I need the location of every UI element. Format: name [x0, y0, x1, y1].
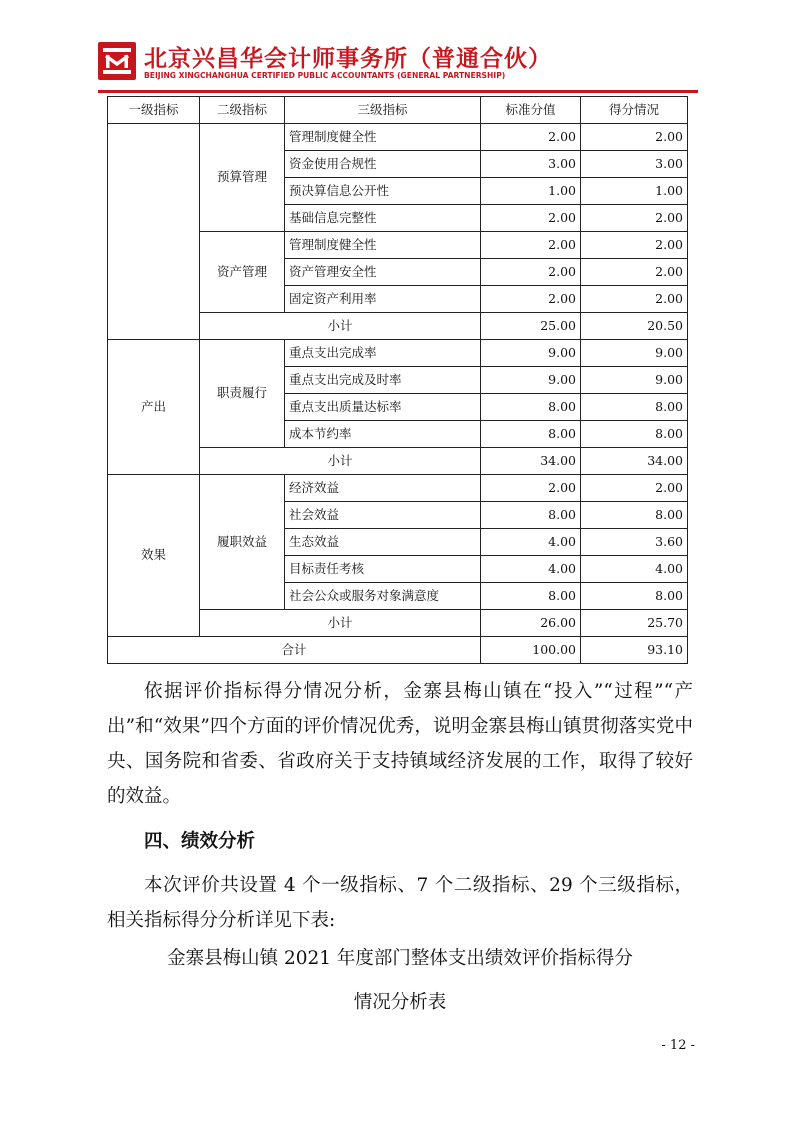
actual-score: 3.60 — [581, 529, 688, 556]
level3-cell: 社会效益 — [285, 502, 481, 529]
level1-cell: 效果 — [108, 475, 200, 637]
level3-cell: 预决算信息公开性 — [285, 178, 481, 205]
actual-score: 34.00 — [581, 448, 688, 475]
standard-score: 3.00 — [481, 151, 581, 178]
actual-score: 20.50 — [581, 313, 688, 340]
standard-score: 9.00 — [481, 367, 581, 394]
level2-cell: 预算管理 — [200, 124, 285, 232]
total-label: 合计 — [108, 637, 481, 664]
level3-cell: 重点支出完成率 — [285, 340, 481, 367]
level2-cell: 履职效益 — [200, 475, 285, 610]
score-table — [107, 96, 688, 664]
table-row — [108, 340, 688, 367]
standard-score: 4.00 — [481, 556, 581, 583]
level3-cell: 重点支出完成及时率 — [285, 367, 481, 394]
section-heading: 四、绩效分析 — [144, 831, 256, 852]
firm-name-cn: 北京兴昌华会计师事务所（普通合伙） — [144, 46, 552, 72]
evaluation-paragraph: 本次评价共设置 4 个一级指标、7 个二级指标、29 个三级指标，相关指标得分分析详见下表: — [107, 875, 693, 931]
level3-cell: 资金使用合规性 — [285, 151, 481, 178]
standard-score: 2.00 — [481, 124, 581, 151]
col-header: 三级指标 — [285, 97, 481, 124]
level3-cell: 生态效益 — [285, 529, 481, 556]
actual-score: 3.00 — [581, 151, 688, 178]
standard-score: 25.00 — [481, 313, 581, 340]
actual-score: 2.00 — [581, 124, 688, 151]
col-header: 二级指标 — [200, 97, 285, 124]
standard-score: 9.00 — [481, 340, 581, 367]
table-caption-line2: 情况分析表 — [353, 992, 447, 1013]
actual-score: 25.70 — [581, 610, 688, 637]
standard-score: 8.00 — [481, 502, 581, 529]
firm-name-en: BEIJING XINGCHANGHUA CERTIFIED PUBLIC ACCOUNTANTS (GENERAL PARTNERSHIP) — [144, 71, 506, 80]
actual-score: 8.00 — [581, 394, 688, 421]
actual-score: 8.00 — [581, 502, 688, 529]
level3-cell: 管理制度健全性 — [285, 232, 481, 259]
level3-cell: 管理制度健全性 — [285, 124, 481, 151]
standard-score: 8.00 — [481, 394, 581, 421]
standard-score: 8.00 — [481, 421, 581, 448]
actual-score: 2.00 — [581, 286, 688, 313]
standard-score: 4.00 — [481, 529, 581, 556]
level3-cell: 固定资产利用率 — [285, 286, 481, 313]
col-header: 得分情况 — [581, 97, 688, 124]
level3-cell: 成本节约率 — [285, 421, 481, 448]
standard-score: 2.00 — [481, 259, 581, 286]
actual-score: 8.00 — [581, 583, 688, 610]
level2-cell: 职责履行 — [200, 340, 285, 448]
standard-score: 34.00 — [481, 448, 581, 475]
level3-cell: 基础信息完整性 — [285, 205, 481, 232]
level2-cell: 资产管理 — [200, 232, 285, 313]
actual-score: 8.00 — [581, 421, 688, 448]
table-row — [108, 124, 688, 151]
standard-score: 2.00 — [481, 232, 581, 259]
level3-cell: 资产管理安全性 — [285, 259, 481, 286]
col-header: 标准分值 — [481, 97, 581, 124]
table-caption-line1: 金寨县梅山镇 2021 年度部门整体支出绩效评价指标得分 — [167, 948, 633, 969]
subtotal-label: 小计 — [200, 313, 481, 340]
actual-score: 2.00 — [581, 475, 688, 502]
level1-cell — [108, 124, 200, 340]
total-row — [108, 637, 688, 664]
standard-score: 100.00 — [481, 637, 581, 664]
analysis-paragraph: 依据评价指标得分情况分析，金寨县梅山镇在“投入”“过程”“产出”和“效果”四个方面的评价情况优秀，说明金寨县梅山镇贯彻落实党中央、国务院和省委、省政府关于支持镇域经济发展的工作，取得了较好的效益。 — [107, 681, 693, 807]
actual-score: 9.00 — [581, 367, 688, 394]
actual-score: 93.10 — [581, 637, 688, 664]
actual-score: 4.00 — [581, 556, 688, 583]
letterhead — [98, 40, 698, 90]
logo-icon — [98, 42, 136, 80]
level3-cell: 目标责任考核 — [285, 556, 481, 583]
level3-cell: 经济效益 — [285, 475, 481, 502]
level1-cell: 产出 — [108, 340, 200, 475]
standard-score: 2.00 — [481, 475, 581, 502]
actual-score: 9.00 — [581, 340, 688, 367]
table-row — [108, 475, 688, 502]
level3-cell: 社会公众或服务对象满意度 — [285, 583, 481, 610]
subtotal-label: 小计 — [200, 610, 481, 637]
header-rule — [98, 90, 698, 93]
actual-score: 1.00 — [581, 178, 688, 205]
actual-score: 2.00 — [581, 232, 688, 259]
standard-score: 2.00 — [481, 205, 581, 232]
page-number: - 12 - — [661, 1038, 695, 1053]
actual-score: 2.00 — [581, 259, 688, 286]
subtotal-label: 小计 — [200, 448, 481, 475]
standard-score: 8.00 — [481, 583, 581, 610]
standard-score: 1.00 — [481, 178, 581, 205]
table-header-row — [108, 97, 688, 124]
level3-cell: 重点支出质量达标率 — [285, 394, 481, 421]
actual-score: 2.00 — [581, 205, 688, 232]
standard-score: 26.00 — [481, 610, 581, 637]
standard-score: 2.00 — [481, 286, 581, 313]
col-header: 一级指标 — [108, 97, 200, 124]
